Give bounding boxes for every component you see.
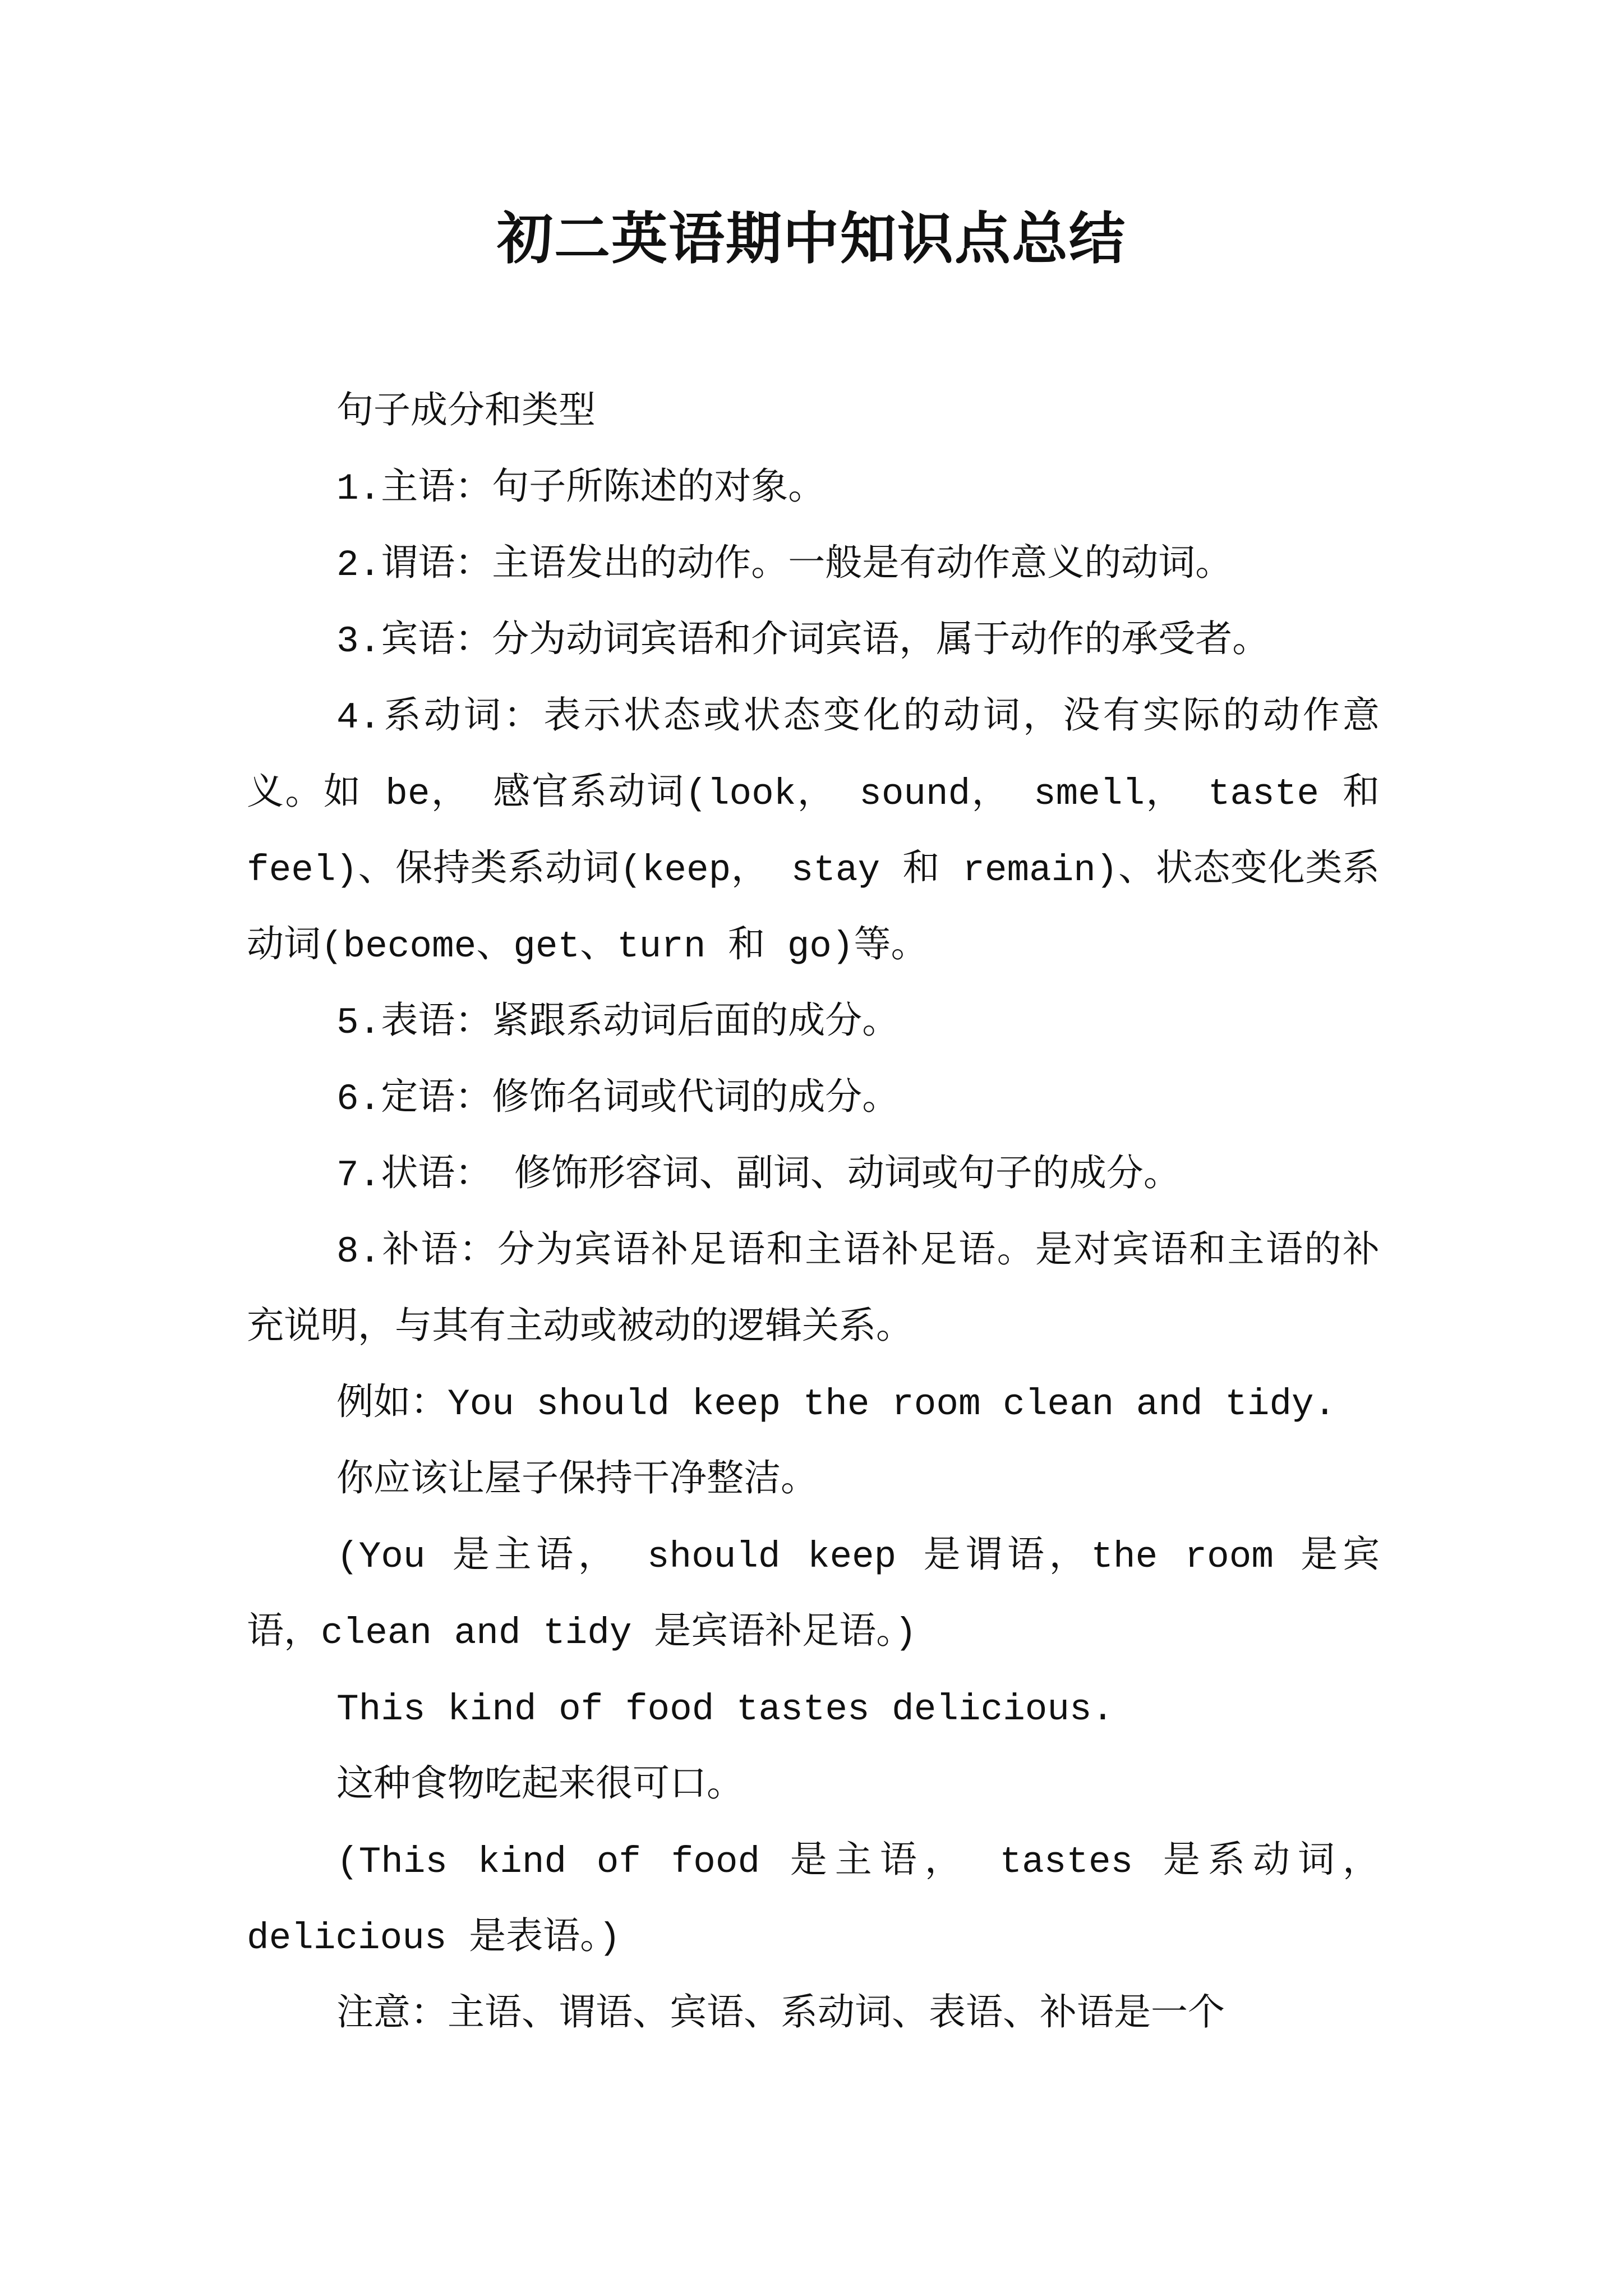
paragraph-adverbial: 7.状语： 修饰形容词、副词、动词或句子的成分。 <box>336 1154 1181 1197</box>
example-sentence-english: 例如：You should keep the room clean and tidy. <box>336 1383 1336 1425</box>
document-body <box>247 375 1380 2053</box>
paragraph-subject: 1.主语：句子所陈述的对象。 <box>336 468 826 510</box>
paragraph-predicative: 5.表语：紧跟系动词后面的成分。 <box>336 1002 900 1044</box>
example-analysis-2: (This kind of food 是主语， tastes 是系动词，delicious 是表语。) <box>247 1841 1380 1959</box>
document-title: 初二英语期中知识点总结 <box>497 205 1126 272</box>
example-sentence-chinese-2: 这种食物吃起来很可口。 <box>336 1765 744 1807</box>
paragraph-object: 3.宾语：分为动词宾语和介词宾语，属于动作的承受者。 <box>336 620 1270 662</box>
paragraph-predicate: 2.谓语：主语发出的动作。一般是有动作意义的动词。 <box>336 544 1233 586</box>
example-sentence-chinese: 你应该让屋子保持干净整洁。 <box>336 1460 818 1502</box>
paragraph-attributive: 6.定语：修饰名词或代词的成分。 <box>336 1078 900 1120</box>
section-heading-sentence-components: 句子成分和类型 <box>336 392 596 434</box>
paragraph-linking-verb: 4.系动词：表示状态或状态变化的动词，没有实际的动作意义。如 be， 感官系动词(look， sound， smell， taste 和 feel)、保持类系动词(keep， stay 和 remain)、状态变化类系动词(become、get、turn 和 go)等。 <box>247 697 1380 968</box>
example-analysis: (You 是主语， should keep 是谓语，the room 是宾语，clean and tidy 是宾语补足语。) <box>247 1536 1380 1654</box>
paragraph-complement: 8.补语：分为宾语补足语和主语补足语。是对宾语和主语的补充说明，与其有主动或被动的逻辑关系。 <box>247 1231 1380 1349</box>
note-paragraph: 注意：主语、谓语、宾语、系动词、表语、补语是一个 <box>336 1994 1225 2036</box>
example-sentence-english-2: This kind of food tastes delicious. <box>336 1688 1114 1731</box>
